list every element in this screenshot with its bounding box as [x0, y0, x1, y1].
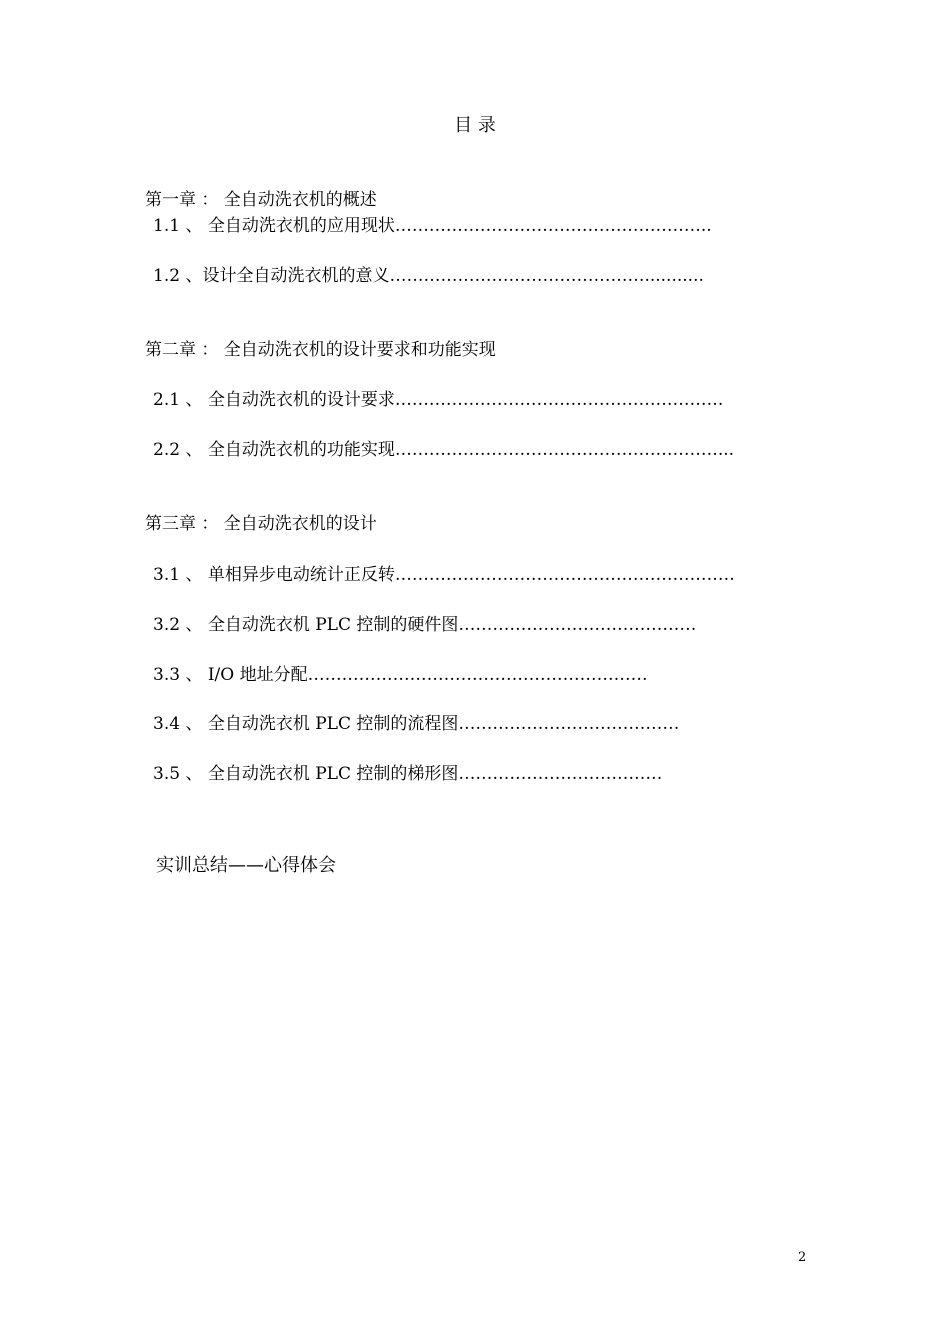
page-number: 2: [798, 1250, 807, 1265]
toc-entry-2-1: 2.1 、 全自动洗衣机的设计要求………………………………………………….: [153, 390, 724, 410]
toc-entry-3-5: 3.5 、 全自动洗衣机 PLC 控制的梯形图………………………………: [153, 764, 663, 784]
toc-chapter-2: 第二章 ： 全自动洗衣机的设计要求和功能实现: [145, 340, 496, 360]
toc-entry-3-2: 3.2 、 全自动洗衣机 PLC 控制的硬件图……………………………………: [153, 615, 697, 635]
toc-entry-1-2: 1.2 、设计全自动洗衣机的意义………………………………………...........: [153, 266, 704, 286]
toc-chapter-1: 第一章 ： 全自动洗衣机的概述: [145, 190, 377, 210]
toc-entry-3-1: 3.1 、 单相异步电动统计正反转……………………………………………………: [153, 565, 735, 585]
toc-title: 目 录: [454, 115, 496, 136]
toc-summary: 实训总结——心得体会: [156, 855, 336, 876]
toc-entry-2-2: 2.2 、 全自动洗衣机的功能实现…………………………………………………...: [153, 440, 735, 460]
toc-entry-3-4: 3.4 、 全自动洗衣机 PLC 控制的流程图…………………………………: [153, 714, 680, 734]
toc-entry-1-1: 1.1 、 全自动洗衣机的应用现状………………………………………………..: [153, 216, 712, 236]
toc-entry-3-3: 3.3 、 I/O 地址分配……………………………………………………: [153, 665, 648, 685]
toc-chapter-3: 第三章 ： 全自动洗衣机的设计: [145, 514, 377, 534]
